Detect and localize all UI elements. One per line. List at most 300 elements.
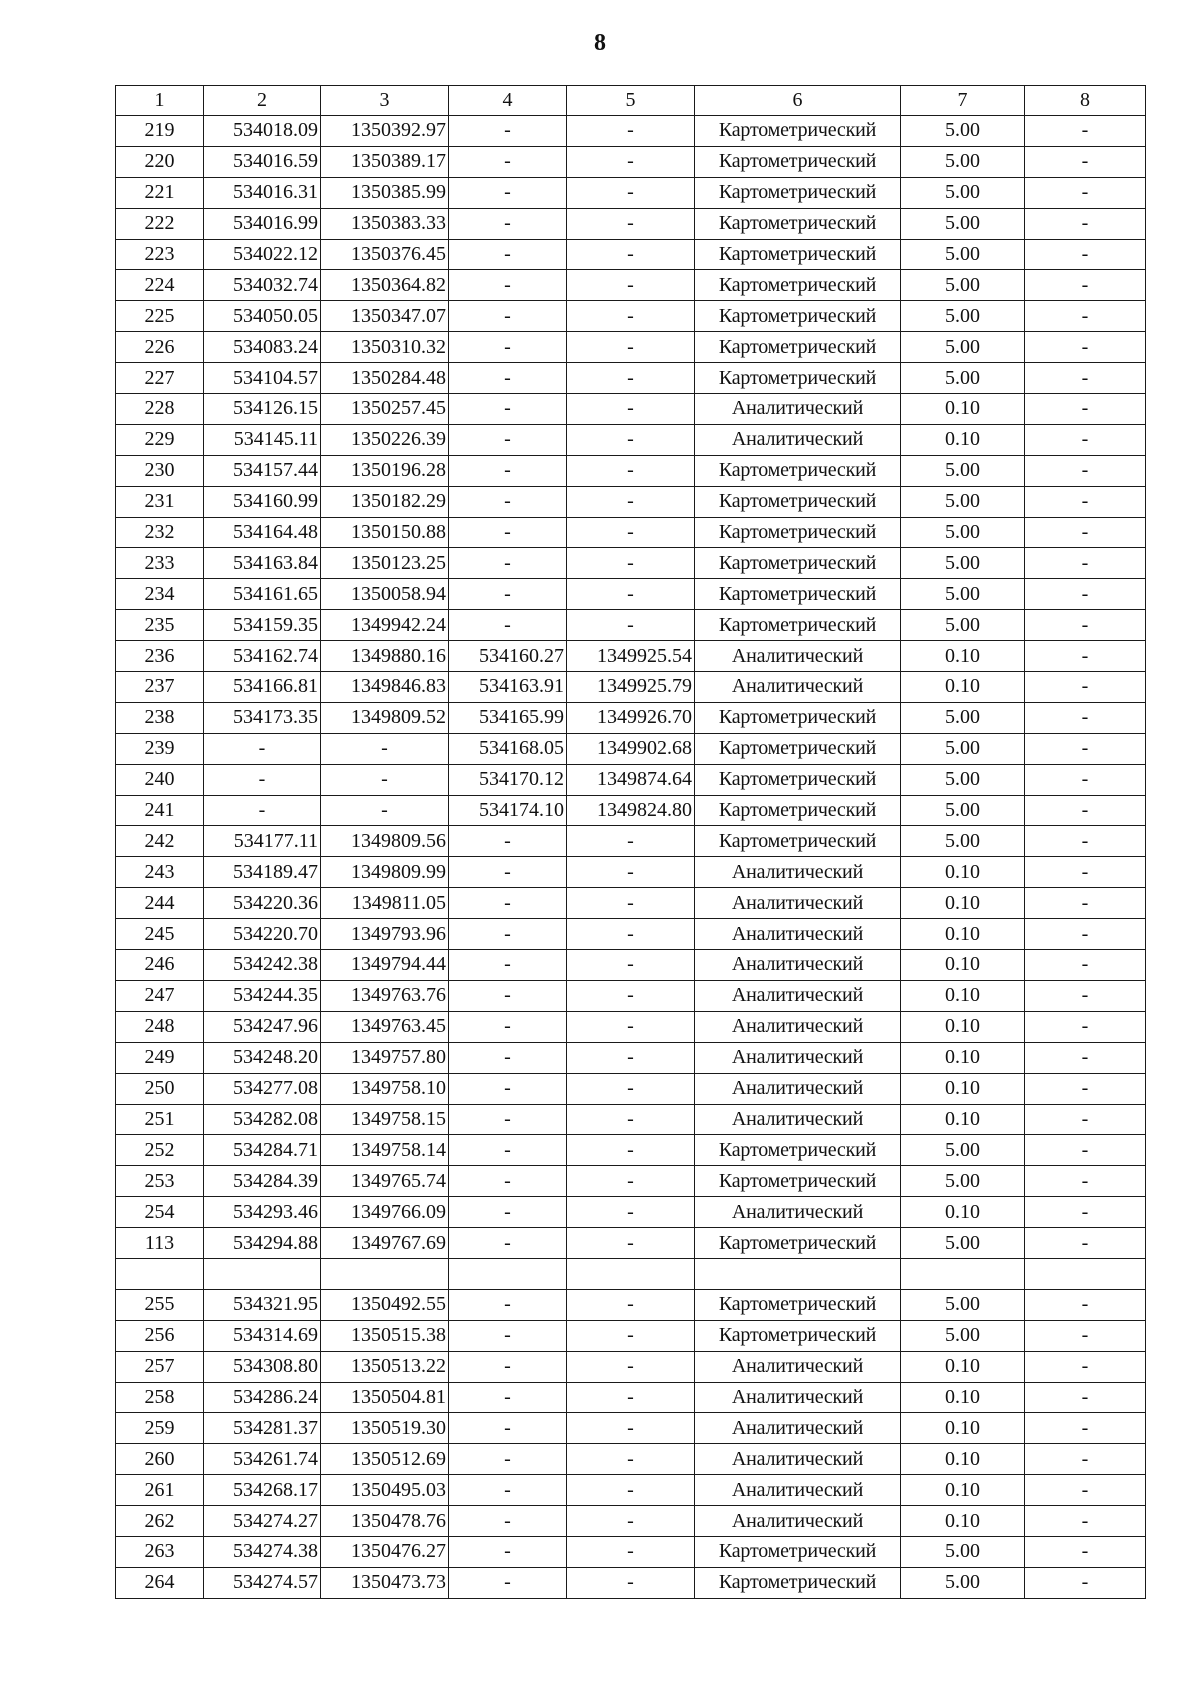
table-row bbox=[116, 363, 1146, 394]
y-coordinate-cell: 1349757.80 bbox=[321, 1042, 449, 1073]
y-coordinate-cell: - bbox=[321, 795, 449, 826]
accuracy-cell: 5.00 bbox=[901, 455, 1025, 486]
y-coordinate-cell: 1349758.10 bbox=[321, 1073, 449, 1104]
method-cell: Аналитический bbox=[695, 641, 901, 672]
x-coordinate-cell: 534321.95 bbox=[204, 1289, 321, 1320]
accuracy-cell: 0.10 bbox=[901, 1073, 1025, 1104]
x-coordinate-alt-cell: - bbox=[449, 146, 567, 177]
x-coordinate-cell: 534157.44 bbox=[204, 455, 321, 486]
accuracy-cell: 5.00 bbox=[901, 1166, 1025, 1197]
table-row bbox=[116, 641, 1146, 672]
y-coordinate-cell: 1350196.28 bbox=[321, 455, 449, 486]
page-number: 8 bbox=[594, 30, 606, 56]
table-row bbox=[116, 1042, 1146, 1073]
accuracy-cell: 0.10 bbox=[901, 424, 1025, 455]
x-coordinate-alt-cell: 534168.05 bbox=[449, 733, 567, 764]
x-coordinate-alt-cell: - bbox=[449, 857, 567, 888]
method-cell bbox=[695, 1258, 901, 1289]
description-cell: - bbox=[1025, 1413, 1146, 1444]
method-cell: Картометрический bbox=[695, 548, 901, 579]
x-coordinate-cell: 534220.70 bbox=[204, 919, 321, 950]
method-cell: Аналитический bbox=[695, 950, 901, 981]
x-coordinate-cell: 534163.84 bbox=[204, 548, 321, 579]
x-coordinate-alt-cell: - bbox=[449, 424, 567, 455]
y-coordinate-cell: 1349758.15 bbox=[321, 1104, 449, 1135]
x-coordinate-alt-cell: - bbox=[449, 116, 567, 147]
point-number-cell: 249 bbox=[116, 1042, 204, 1073]
x-coordinate-cell: 534016.59 bbox=[204, 146, 321, 177]
x-coordinate-alt-cell: - bbox=[449, 1197, 567, 1228]
y-coordinate-alt-cell: - bbox=[567, 363, 695, 394]
method-cell: Картометрический bbox=[695, 1320, 901, 1351]
y-coordinate-cell: 1350376.45 bbox=[321, 239, 449, 270]
y-coordinate-alt-cell: - bbox=[567, 1011, 695, 1042]
y-coordinate-cell: 1350150.88 bbox=[321, 517, 449, 548]
accuracy-cell: 0.10 bbox=[901, 641, 1025, 672]
y-coordinate-alt-cell: - bbox=[567, 1506, 695, 1537]
description-cell: - bbox=[1025, 486, 1146, 517]
x-coordinate-alt-cell bbox=[449, 1258, 567, 1289]
x-coordinate-cell: 534159.35 bbox=[204, 610, 321, 641]
table-row bbox=[116, 455, 1146, 486]
y-coordinate-cell: 1350364.82 bbox=[321, 270, 449, 301]
x-coordinate-alt-cell: - bbox=[449, 980, 567, 1011]
y-coordinate-alt-cell: - bbox=[567, 1104, 695, 1135]
method-cell: Картометрический bbox=[695, 517, 901, 548]
x-coordinate-alt-cell: - bbox=[449, 950, 567, 981]
point-number-cell: 260 bbox=[116, 1444, 204, 1475]
column-header: 1 bbox=[116, 86, 204, 116]
point-number-cell: 262 bbox=[116, 1506, 204, 1537]
y-coordinate-cell: 1350226.39 bbox=[321, 424, 449, 455]
description-cell: - bbox=[1025, 270, 1146, 301]
method-cell: Картометрический bbox=[695, 1135, 901, 1166]
method-cell: Аналитический bbox=[695, 857, 901, 888]
point-number-cell: 234 bbox=[116, 579, 204, 610]
y-coordinate-cell: 1350495.03 bbox=[321, 1475, 449, 1506]
point-number-cell: 224 bbox=[116, 270, 204, 301]
table-row bbox=[116, 733, 1146, 764]
column-header: 7 bbox=[901, 86, 1025, 116]
x-coordinate-cell: 534145.11 bbox=[204, 424, 321, 455]
description-cell: - bbox=[1025, 208, 1146, 239]
y-coordinate-alt-cell: - bbox=[567, 1228, 695, 1259]
method-cell: Картометрический bbox=[695, 146, 901, 177]
x-coordinate-cell: 534166.81 bbox=[204, 672, 321, 703]
description-cell: - bbox=[1025, 517, 1146, 548]
point-number-cell: 113 bbox=[116, 1228, 204, 1259]
point-number-cell: 232 bbox=[116, 517, 204, 548]
method-cell: Картометрический bbox=[695, 486, 901, 517]
x-coordinate-alt-cell: - bbox=[449, 332, 567, 363]
point-number-cell: 231 bbox=[116, 486, 204, 517]
point-number-cell: 245 bbox=[116, 919, 204, 950]
table-row bbox=[116, 672, 1146, 703]
table-body bbox=[116, 116, 1146, 1599]
y-coordinate-cell: 1350515.38 bbox=[321, 1320, 449, 1351]
point-number-cell: 263 bbox=[116, 1536, 204, 1567]
accuracy-cell: 5.00 bbox=[901, 301, 1025, 332]
description-cell: - bbox=[1025, 1104, 1146, 1135]
y-coordinate-alt-cell: 1349824.80 bbox=[567, 795, 695, 826]
x-coordinate-alt-cell: - bbox=[449, 1536, 567, 1567]
y-coordinate-alt-cell: 1349925.79 bbox=[567, 672, 695, 703]
accuracy-cell: 0.10 bbox=[901, 1104, 1025, 1135]
coordinates-table bbox=[115, 85, 1146, 1599]
description-cell: - bbox=[1025, 1011, 1146, 1042]
table-row bbox=[116, 486, 1146, 517]
point-number-cell: 252 bbox=[116, 1135, 204, 1166]
accuracy-cell: 5.00 bbox=[901, 1135, 1025, 1166]
description-cell: - bbox=[1025, 332, 1146, 363]
x-coordinate-alt-cell: - bbox=[449, 1506, 567, 1537]
method-cell: Аналитический bbox=[695, 394, 901, 425]
y-coordinate-cell: 1349880.16 bbox=[321, 641, 449, 672]
method-cell: Аналитический bbox=[695, 1506, 901, 1537]
method-cell: Картометрический bbox=[695, 177, 901, 208]
table-row bbox=[116, 1536, 1146, 1567]
method-cell: Картометрический bbox=[695, 270, 901, 301]
accuracy-cell: 5.00 bbox=[901, 1228, 1025, 1259]
method-cell: Аналитический bbox=[695, 424, 901, 455]
table-row bbox=[116, 116, 1146, 147]
point-number-cell: 223 bbox=[116, 239, 204, 270]
y-coordinate-cell: 1350478.76 bbox=[321, 1506, 449, 1537]
method-cell: Аналитический bbox=[695, 1413, 901, 1444]
point-number-cell: 242 bbox=[116, 826, 204, 857]
x-coordinate-cell: - bbox=[204, 764, 321, 795]
y-coordinate-cell: - bbox=[321, 733, 449, 764]
table-row bbox=[116, 1197, 1146, 1228]
y-coordinate-cell: 1350473.73 bbox=[321, 1567, 449, 1598]
description-cell: - bbox=[1025, 980, 1146, 1011]
point-number-cell: 248 bbox=[116, 1011, 204, 1042]
x-coordinate-cell: 534160.99 bbox=[204, 486, 321, 517]
table-row bbox=[116, 239, 1146, 270]
y-coordinate-cell: 1349763.76 bbox=[321, 980, 449, 1011]
x-coordinate-cell: 534274.57 bbox=[204, 1567, 321, 1598]
x-coordinate-alt-cell: - bbox=[449, 1567, 567, 1598]
y-coordinate-cell: 1349942.24 bbox=[321, 610, 449, 641]
y-coordinate-cell: 1350257.45 bbox=[321, 394, 449, 425]
y-coordinate-cell: 1349809.56 bbox=[321, 826, 449, 857]
point-number-cell: 222 bbox=[116, 208, 204, 239]
y-coordinate-alt-cell: - bbox=[567, 424, 695, 455]
point-number-cell: 225 bbox=[116, 301, 204, 332]
x-coordinate-cell: 534126.15 bbox=[204, 394, 321, 425]
point-number-cell: 256 bbox=[116, 1320, 204, 1351]
method-cell: Картометрический bbox=[695, 116, 901, 147]
method-cell: Картометрический bbox=[695, 702, 901, 733]
method-cell: Картометрический bbox=[695, 239, 901, 270]
column-header: 5 bbox=[567, 86, 695, 116]
method-cell: Картометрический bbox=[695, 363, 901, 394]
x-coordinate-cell: 534281.37 bbox=[204, 1413, 321, 1444]
y-coordinate-alt-cell: 1349925.54 bbox=[567, 641, 695, 672]
description-cell: - bbox=[1025, 1073, 1146, 1104]
accuracy-cell: 5.00 bbox=[901, 146, 1025, 177]
accuracy-cell: 0.10 bbox=[901, 1351, 1025, 1382]
description-cell: - bbox=[1025, 146, 1146, 177]
x-coordinate-cell bbox=[204, 1258, 321, 1289]
accuracy-cell: 0.10 bbox=[901, 857, 1025, 888]
table-row bbox=[116, 579, 1146, 610]
y-coordinate-cell: 1349846.83 bbox=[321, 672, 449, 703]
accuracy-cell: 5.00 bbox=[901, 579, 1025, 610]
description-cell: - bbox=[1025, 455, 1146, 486]
table-row bbox=[116, 1382, 1146, 1413]
y-coordinate-cell: 1349758.14 bbox=[321, 1135, 449, 1166]
description-cell bbox=[1025, 1258, 1146, 1289]
method-cell: Картометрический bbox=[695, 1289, 901, 1320]
table-row bbox=[116, 1320, 1146, 1351]
description-cell: - bbox=[1025, 1567, 1146, 1598]
y-coordinate-cell: 1350058.94 bbox=[321, 579, 449, 610]
y-coordinate-alt-cell: 1349874.64 bbox=[567, 764, 695, 795]
point-number-cell: 257 bbox=[116, 1351, 204, 1382]
accuracy-cell: 5.00 bbox=[901, 239, 1025, 270]
accuracy-cell: 5.00 bbox=[901, 795, 1025, 826]
y-coordinate-cell bbox=[321, 1258, 449, 1289]
method-cell: Аналитический bbox=[695, 980, 901, 1011]
accuracy-cell: 5.00 bbox=[901, 826, 1025, 857]
method-cell: Картометрический bbox=[695, 455, 901, 486]
x-coordinate-alt-cell: 534174.10 bbox=[449, 795, 567, 826]
table-row bbox=[116, 424, 1146, 455]
description-cell: - bbox=[1025, 1228, 1146, 1259]
y-coordinate-alt-cell: - bbox=[567, 1382, 695, 1413]
description-cell: - bbox=[1025, 919, 1146, 950]
y-coordinate-alt-cell: - bbox=[567, 610, 695, 641]
x-coordinate-alt-cell: - bbox=[449, 1104, 567, 1135]
x-coordinate-alt-cell: - bbox=[449, 888, 567, 919]
y-coordinate-cell: 1350476.27 bbox=[321, 1536, 449, 1567]
description-cell: - bbox=[1025, 1320, 1146, 1351]
x-coordinate-alt-cell: - bbox=[449, 208, 567, 239]
description-cell: - bbox=[1025, 394, 1146, 425]
point-number-cell: 261 bbox=[116, 1475, 204, 1506]
table-row bbox=[116, 208, 1146, 239]
y-coordinate-alt-cell: - bbox=[567, 1413, 695, 1444]
accuracy-cell: 5.00 bbox=[901, 517, 1025, 548]
accuracy-cell: 0.10 bbox=[901, 1506, 1025, 1537]
method-cell: Картометрический bbox=[695, 764, 901, 795]
description-cell: - bbox=[1025, 795, 1146, 826]
table-row bbox=[116, 857, 1146, 888]
x-coordinate-alt-cell: - bbox=[449, 1413, 567, 1444]
y-coordinate-alt-cell: - bbox=[567, 177, 695, 208]
method-cell: Аналитический bbox=[695, 1444, 901, 1475]
x-coordinate-cell: 534274.27 bbox=[204, 1506, 321, 1537]
y-coordinate-alt-cell: - bbox=[567, 579, 695, 610]
point-number-cell: 229 bbox=[116, 424, 204, 455]
y-coordinate-alt-cell: - bbox=[567, 980, 695, 1011]
y-coordinate-alt-cell: - bbox=[567, 1166, 695, 1197]
table-row bbox=[116, 950, 1146, 981]
table-row bbox=[116, 1444, 1146, 1475]
y-coordinate-alt-cell: 1349902.68 bbox=[567, 733, 695, 764]
x-coordinate-cell: 534286.24 bbox=[204, 1382, 321, 1413]
y-coordinate-alt-cell: - bbox=[567, 1536, 695, 1567]
x-coordinate-alt-cell: - bbox=[449, 239, 567, 270]
column-header: 6 bbox=[695, 86, 901, 116]
x-coordinate-cell: - bbox=[204, 795, 321, 826]
table-row bbox=[116, 919, 1146, 950]
point-number-cell: 239 bbox=[116, 733, 204, 764]
accuracy-cell: 0.10 bbox=[901, 1042, 1025, 1073]
description-cell: - bbox=[1025, 641, 1146, 672]
method-cell: Аналитический bbox=[695, 1073, 901, 1104]
table-row bbox=[116, 888, 1146, 919]
table-row bbox=[116, 1351, 1146, 1382]
method-cell: Аналитический bbox=[695, 1351, 901, 1382]
y-coordinate-alt-cell: - bbox=[567, 1197, 695, 1228]
x-coordinate-alt-cell: - bbox=[449, 1382, 567, 1413]
y-coordinate-cell: 1350123.25 bbox=[321, 548, 449, 579]
y-coordinate-cell: 1349765.74 bbox=[321, 1166, 449, 1197]
method-cell: Картометрический bbox=[695, 332, 901, 363]
method-cell: Картометрический bbox=[695, 579, 901, 610]
x-coordinate-cell: 534016.99 bbox=[204, 208, 321, 239]
table-row bbox=[116, 177, 1146, 208]
x-coordinate-alt-cell: - bbox=[449, 610, 567, 641]
x-coordinate-alt-cell: - bbox=[449, 1475, 567, 1506]
point-number-cell: 255 bbox=[116, 1289, 204, 1320]
x-coordinate-alt-cell: - bbox=[449, 177, 567, 208]
x-coordinate-cell: 534189.47 bbox=[204, 857, 321, 888]
point-number-cell: 241 bbox=[116, 795, 204, 826]
point-number-cell: 230 bbox=[116, 455, 204, 486]
y-coordinate-cell: 1350383.33 bbox=[321, 208, 449, 239]
column-header: 2 bbox=[204, 86, 321, 116]
point-number-cell: 226 bbox=[116, 332, 204, 363]
x-coordinate-cell: 534247.96 bbox=[204, 1011, 321, 1042]
point-number-cell: 243 bbox=[116, 857, 204, 888]
point-number-cell: 219 bbox=[116, 116, 204, 147]
x-coordinate-alt-cell: - bbox=[449, 548, 567, 579]
description-cell: - bbox=[1025, 1444, 1146, 1475]
description-cell: - bbox=[1025, 177, 1146, 208]
accuracy-cell: 0.10 bbox=[901, 1197, 1025, 1228]
y-coordinate-cell: 1349809.52 bbox=[321, 702, 449, 733]
point-number-cell: 251 bbox=[116, 1104, 204, 1135]
table-header-row bbox=[116, 86, 1146, 116]
x-coordinate-cell: 534293.46 bbox=[204, 1197, 321, 1228]
table-row bbox=[116, 1073, 1146, 1104]
accuracy-cell: 5.00 bbox=[901, 733, 1025, 764]
y-coordinate-cell: 1349811.05 bbox=[321, 888, 449, 919]
accuracy-cell: 0.10 bbox=[901, 1413, 1025, 1444]
y-coordinate-alt-cell: 1349926.70 bbox=[567, 702, 695, 733]
table-row bbox=[116, 1135, 1146, 1166]
x-coordinate-cell: 534022.12 bbox=[204, 239, 321, 270]
x-coordinate-cell: 534173.35 bbox=[204, 702, 321, 733]
y-coordinate-cell: 1349763.45 bbox=[321, 1011, 449, 1042]
method-cell: Картометрический bbox=[695, 1166, 901, 1197]
y-coordinate-alt-cell: - bbox=[567, 394, 695, 425]
y-coordinate-alt-cell: - bbox=[567, 826, 695, 857]
description-cell: - bbox=[1025, 301, 1146, 332]
point-number-cell: 236 bbox=[116, 641, 204, 672]
y-coordinate-alt-cell: - bbox=[567, 301, 695, 332]
y-coordinate-cell: 1350519.30 bbox=[321, 1413, 449, 1444]
table-row bbox=[116, 826, 1146, 857]
x-coordinate-alt-cell: 534163.91 bbox=[449, 672, 567, 703]
accuracy-cell: 5.00 bbox=[901, 177, 1025, 208]
method-cell: Картометрический bbox=[695, 826, 901, 857]
method-cell: Картометрический bbox=[695, 208, 901, 239]
method-cell: Аналитический bbox=[695, 1475, 901, 1506]
y-coordinate-cell: 1349767.69 bbox=[321, 1228, 449, 1259]
point-number-cell: 240 bbox=[116, 764, 204, 795]
description-cell: - bbox=[1025, 1475, 1146, 1506]
description-cell: - bbox=[1025, 239, 1146, 270]
y-coordinate-cell: 1349793.96 bbox=[321, 919, 449, 950]
x-coordinate-alt-cell: - bbox=[449, 579, 567, 610]
x-coordinate-alt-cell: - bbox=[449, 517, 567, 548]
point-number-cell: 258 bbox=[116, 1382, 204, 1413]
x-coordinate-cell: 534161.65 bbox=[204, 579, 321, 610]
y-coordinate-alt-cell: - bbox=[567, 208, 695, 239]
description-cell: - bbox=[1025, 579, 1146, 610]
point-number-cell: 259 bbox=[116, 1413, 204, 1444]
x-coordinate-cell: 534164.48 bbox=[204, 517, 321, 548]
description-cell: - bbox=[1025, 950, 1146, 981]
x-coordinate-cell: 534104.57 bbox=[204, 363, 321, 394]
x-coordinate-cell: 534294.88 bbox=[204, 1228, 321, 1259]
x-coordinate-alt-cell: - bbox=[449, 1444, 567, 1475]
x-coordinate-cell: 534242.38 bbox=[204, 950, 321, 981]
accuracy-cell: 5.00 bbox=[901, 1320, 1025, 1351]
accuracy-cell: 0.10 bbox=[901, 1475, 1025, 1506]
x-coordinate-cell: 534314.69 bbox=[204, 1320, 321, 1351]
x-coordinate-cell: 534284.71 bbox=[204, 1135, 321, 1166]
table-row bbox=[116, 1567, 1146, 1598]
column-header: 8 bbox=[1025, 86, 1146, 116]
accuracy-cell: 5.00 bbox=[901, 363, 1025, 394]
y-coordinate-cell: 1350310.32 bbox=[321, 332, 449, 363]
y-coordinate-alt-cell bbox=[567, 1258, 695, 1289]
method-cell: Картометрический bbox=[695, 733, 901, 764]
y-coordinate-alt-cell: - bbox=[567, 1042, 695, 1073]
accuracy-cell: 5.00 bbox=[901, 1289, 1025, 1320]
description-cell: - bbox=[1025, 116, 1146, 147]
point-number-cell: 250 bbox=[116, 1073, 204, 1104]
y-coordinate-alt-cell: - bbox=[567, 1135, 695, 1166]
table-row bbox=[116, 1258, 1146, 1289]
method-cell: Аналитический bbox=[695, 672, 901, 703]
accuracy-cell: 0.10 bbox=[901, 950, 1025, 981]
point-number-cell: 246 bbox=[116, 950, 204, 981]
point-number-cell: 233 bbox=[116, 548, 204, 579]
y-coordinate-alt-cell: - bbox=[567, 146, 695, 177]
accuracy-cell: 5.00 bbox=[901, 1567, 1025, 1598]
x-coordinate-alt-cell: 534165.99 bbox=[449, 702, 567, 733]
point-number-cell: 228 bbox=[116, 394, 204, 425]
method-cell: Картометрический bbox=[695, 1536, 901, 1567]
y-coordinate-alt-cell: - bbox=[567, 1289, 695, 1320]
method-cell: Картометрический bbox=[695, 795, 901, 826]
description-cell: - bbox=[1025, 1166, 1146, 1197]
accuracy-cell bbox=[901, 1258, 1025, 1289]
x-coordinate-cell: 534282.08 bbox=[204, 1104, 321, 1135]
y-coordinate-cell: 1349809.99 bbox=[321, 857, 449, 888]
accuracy-cell: 5.00 bbox=[901, 116, 1025, 147]
y-coordinate-alt-cell: - bbox=[567, 950, 695, 981]
accuracy-cell: 0.10 bbox=[901, 919, 1025, 950]
y-coordinate-alt-cell: - bbox=[567, 919, 695, 950]
table-row bbox=[116, 270, 1146, 301]
